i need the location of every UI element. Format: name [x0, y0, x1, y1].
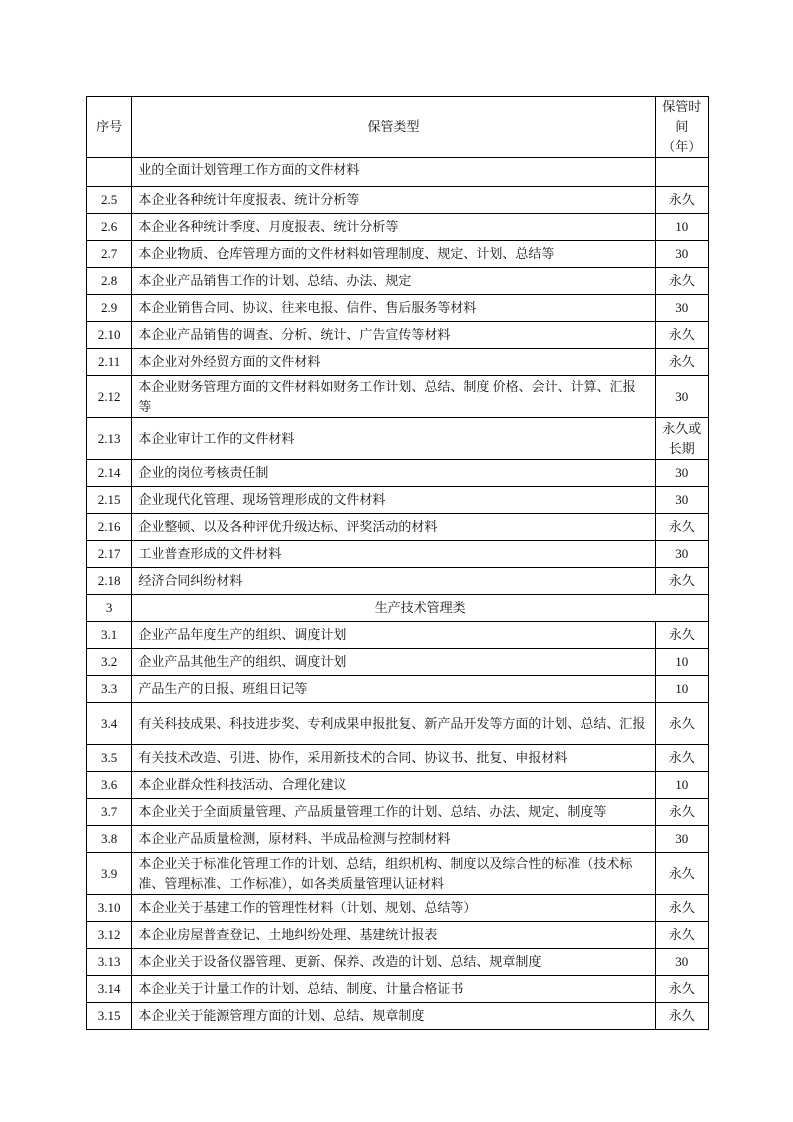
header-period: 保管时间（年）: [655, 97, 708, 158]
table-row: [87, 622, 709, 649]
row-number: 3.6: [87, 772, 132, 799]
row-number: 3.2: [87, 649, 132, 676]
table-header-row: [87, 97, 709, 158]
row-period: 30: [655, 460, 708, 487]
table-row: [87, 214, 709, 241]
row-description: 本企业关于设备仪器管理、更新、保养、改造的计划、总结、规章制度: [132, 949, 655, 976]
row-period: 永久: [655, 703, 708, 745]
table-row: [87, 376, 709, 418]
row-description: 本企业各种统计年度报表、统计分析等: [132, 187, 655, 214]
row-description: 经济合同纠纷材料: [132, 568, 655, 595]
row-period: 30: [655, 295, 708, 322]
table-row: [87, 676, 709, 703]
row-description: 本企业产品销售的调查、分析、统计、广告宣传等材料: [132, 322, 655, 349]
table-row: [87, 487, 709, 514]
row-number: 3.15: [87, 1003, 132, 1030]
retention-table: [86, 96, 709, 1030]
row-period: 永久: [655, 622, 708, 649]
table-row: [87, 853, 709, 895]
table-row: [87, 514, 709, 541]
row-period: 永久: [655, 922, 708, 949]
row-number: 2.6: [87, 214, 132, 241]
row-description: 有关技术改造、引进、协作，采用新技术的合同、协议书、批复、申报材料: [132, 745, 655, 772]
row-period: 永久: [655, 976, 708, 1003]
row-description: 本企业审计工作的文件材料: [132, 418, 655, 460]
row-period: 永久: [655, 268, 708, 295]
row-number: 2.9: [87, 295, 132, 322]
row-number: 2.7: [87, 241, 132, 268]
row-number: 2.5: [87, 187, 132, 214]
table-row: [87, 976, 709, 1003]
row-number: 3.7: [87, 799, 132, 826]
row-description: 企业现代化管理、现场管理形成的文件材料: [132, 487, 655, 514]
section-title: 生产技术管理类: [132, 595, 709, 622]
row-period: 10: [655, 649, 708, 676]
row-description: 本企业对外经贸方面的文件材料: [132, 349, 655, 376]
row-period: 10: [655, 676, 708, 703]
table-row: [87, 745, 709, 772]
row-period: 永久: [655, 187, 708, 214]
row-description: 业的全面计划管理工作方面的文件材料: [132, 158, 655, 187]
row-period: 永久: [655, 799, 708, 826]
table-row: [87, 568, 709, 595]
row-number: 2.12: [87, 376, 132, 418]
table-row: [87, 949, 709, 976]
row-number: 2.14: [87, 460, 132, 487]
row-period: 30: [655, 541, 708, 568]
row-number: 3.10: [87, 895, 132, 922]
table-row: [87, 1003, 709, 1030]
row-description: 本企业物质、仓库管理方面的文件材料如管理制度、规定、计划、总结等: [132, 241, 655, 268]
row-description: 企业的岗位考核责任制: [132, 460, 655, 487]
table-row: [87, 922, 709, 949]
table-row: [87, 322, 709, 349]
table-row: [87, 895, 709, 922]
row-number: 2.18: [87, 568, 132, 595]
row-period: 永久: [655, 895, 708, 922]
table-row: [87, 268, 709, 295]
row-description: 本企业关于基建工作的管理性材料（计划、规划、总结等）: [132, 895, 655, 922]
row-description: 本企业关于计量工作的计划、总结、制度、计量合格证书: [132, 976, 655, 1003]
row-number: 2.15: [87, 487, 132, 514]
table-row: [87, 649, 709, 676]
table-row: [87, 703, 709, 745]
row-description: 本企业各种统计季度、月度报表、统计分析等: [132, 214, 655, 241]
row-number: [87, 158, 132, 187]
row-description: 本企业销售合同、协议、往来电报、信件、售后服务等材料: [132, 295, 655, 322]
row-description: 本企业财务管理方面的文件材料如财务工作计划、总结、制度 价格、会计、计算、汇报等: [132, 376, 655, 418]
row-period: 30: [655, 376, 708, 418]
table-row: [87, 158, 709, 187]
row-period: 永久: [655, 322, 708, 349]
row-description: 工业普查形成的文件材料: [132, 541, 655, 568]
row-number: 3.3: [87, 676, 132, 703]
table-row: [87, 799, 709, 826]
row-description: 企业产品年度生产的组织、调度计划: [132, 622, 655, 649]
header-type: 保管类型: [132, 97, 655, 158]
row-number: 3.8: [87, 826, 132, 853]
row-number: 3.4: [87, 703, 132, 745]
row-description: 本企业关于全面质量管理、产品质量管理工作的计划、总结、办法、规定、制度等: [132, 799, 655, 826]
row-number: 2.16: [87, 514, 132, 541]
row-description: 本企业关于标准化管理工作的计划、总结，组织机构、制度以及综合性的标准（技术标准、管理标准、工作标准），如各类质量管理认证材料: [132, 853, 655, 895]
row-number: 3.1: [87, 622, 132, 649]
row-period: 永久: [655, 1003, 708, 1030]
row-description: 企业整顿、以及各种评优升级达标、评奖活动的材料: [132, 514, 655, 541]
row-description: 有关科技成果、科技进步奖、专利成果申报批复、新产品开发等方面的计划、总结、汇报: [132, 703, 655, 745]
table-row: [87, 187, 709, 214]
row-period: 永久: [655, 514, 708, 541]
row-number: 3.9: [87, 853, 132, 895]
row-number: 2.11: [87, 349, 132, 376]
row-number: 2.17: [87, 541, 132, 568]
row-number: 2.13: [87, 418, 132, 460]
row-period: 10: [655, 772, 708, 799]
table-row: [87, 418, 709, 460]
row-period: [655, 158, 708, 187]
row-description: 本企业关于能源管理方面的计划、总结、规章制度: [132, 1003, 655, 1030]
row-description: 本企业产品销售工作的计划、总结、办法、规定: [132, 268, 655, 295]
row-period: 30: [655, 949, 708, 976]
row-period: 永久: [655, 349, 708, 376]
row-number: 3: [87, 595, 132, 622]
row-period: 10: [655, 214, 708, 241]
row-period: 永久: [655, 853, 708, 895]
table-row: [87, 826, 709, 853]
row-period: 30: [655, 487, 708, 514]
table-row: [87, 541, 709, 568]
row-number: 3.5: [87, 745, 132, 772]
table-row: [87, 241, 709, 268]
row-number: 3.12: [87, 922, 132, 949]
header-no: 序号: [87, 97, 132, 158]
row-description: 产品生产的日报、班组日记等: [132, 676, 655, 703]
row-description: 本企业产品质量检测，原材料、半成品检测与控制材料: [132, 826, 655, 853]
row-number: 3.13: [87, 949, 132, 976]
row-period: 永久: [655, 568, 708, 595]
row-description: 本企业房屋普查登记、土地纠纷处理、基建统计报表: [132, 922, 655, 949]
table-row: [87, 295, 709, 322]
row-description: 企业产品其他生产的组织、调度计划: [132, 649, 655, 676]
row-period: 永久或长期: [655, 418, 708, 460]
row-number: 3.14: [87, 976, 132, 1003]
table-row: [87, 349, 709, 376]
row-period: 永久: [655, 745, 708, 772]
row-period: 30: [655, 826, 708, 853]
row-description: 本企业群众性科技活动、合理化建议: [132, 772, 655, 799]
row-number: 2.8: [87, 268, 132, 295]
row-period: 30: [655, 241, 708, 268]
row-number: 2.10: [87, 322, 132, 349]
table-row: [87, 772, 709, 799]
table-row: [87, 460, 709, 487]
section-row: [87, 595, 709, 622]
